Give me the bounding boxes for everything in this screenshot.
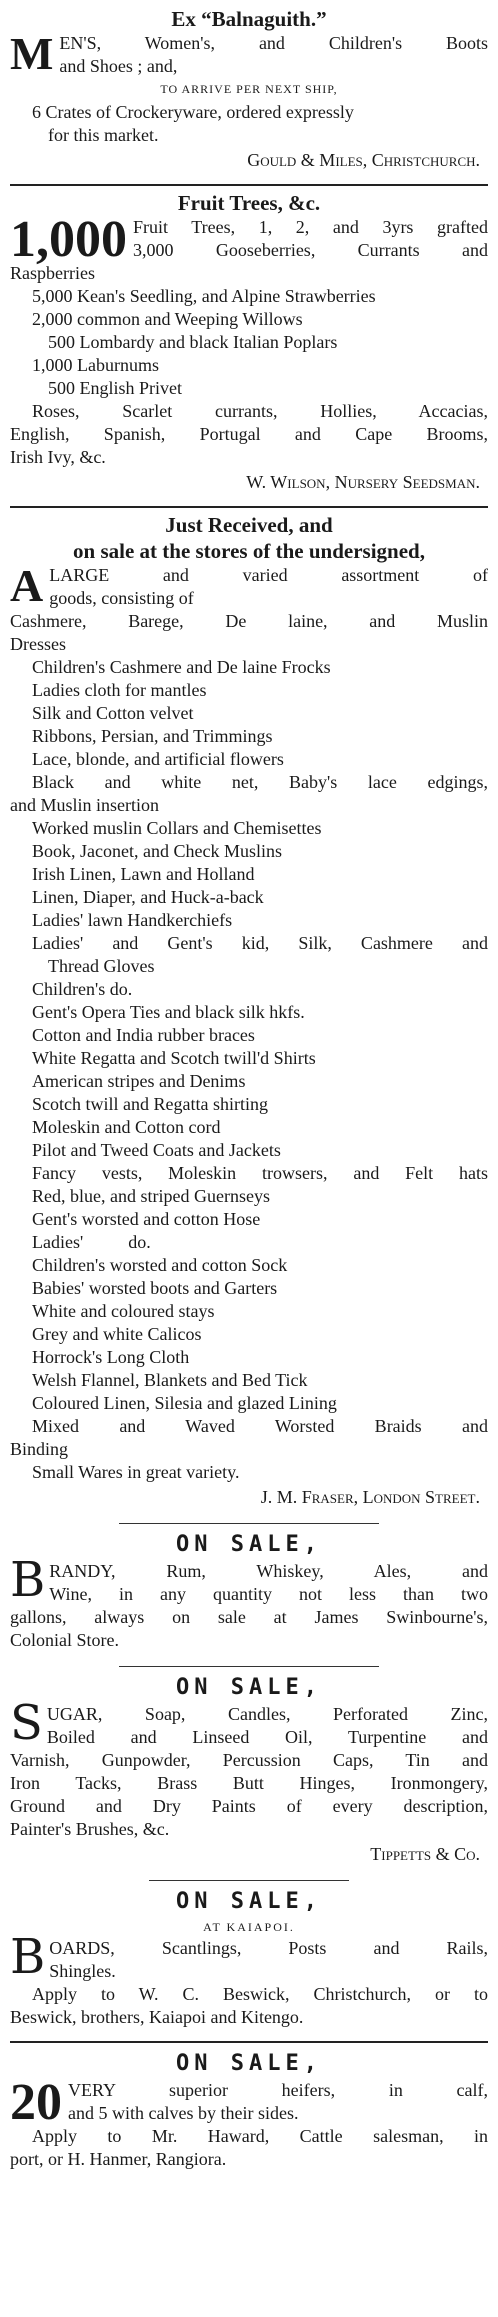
drop-cap: 20	[10, 2074, 62, 2131]
ad-line: OARDS, Scantlings, Posts and Rails,	[49, 1938, 488, 1958]
ad-line: 500 English Privet	[48, 378, 182, 398]
list-item: Gent's worsted and cotton Hose	[32, 1209, 261, 1229]
list-item: Lace, blonde, and artificial flowers	[32, 749, 284, 769]
list-item: Linen, Diaper, and Huck-a-back	[32, 887, 264, 907]
ad-line: 500 Lombardy and black Italian Poplars	[48, 332, 338, 352]
list-item: White and coloured stays	[32, 1301, 215, 1321]
ad-line: gallons, always on sale at James Swinbourne's,	[10, 1607, 488, 1627]
ad-line: UGAR, Soap, Candles, Perforated Zinc,	[46, 1704, 488, 1724]
list-item: Mixed and Waved Worsted Braids and	[32, 1416, 488, 1436]
list-item: Children's Cashmere and De laine Frocks	[32, 657, 331, 677]
drop-cap: 1,000	[10, 211, 127, 268]
list-item: Ladies' and Gent's kid, Silk, Cashmere and	[32, 933, 488, 953]
ad-line: TO ARRIVE PER NEXT SHIP,	[160, 82, 338, 96]
ad-line: Boiled and Linseed Oil, Turpentine and	[46, 1727, 488, 1747]
list-item: Dresses	[10, 634, 66, 654]
ad-heading: ON SALE,	[176, 1675, 322, 1700]
ad-line: 2,000 common and Weeping Willows	[32, 309, 303, 329]
list-item: Red, blue, and striped Guernseys	[32, 1186, 270, 1206]
list-item: Irish Linen, Lawn and Holland	[32, 864, 255, 884]
list-item: Worked muslin Collars and Chemisettes	[32, 818, 322, 838]
ad-signature: W. Wilson, Nursery Seedsman.	[246, 472, 480, 492]
list-item: Black and white net, Baby's lace edgings,	[32, 772, 488, 792]
divider	[10, 184, 488, 186]
ad-balnaguith	[10, 4, 488, 180]
list-item: Silk and Cotton velvet	[32, 703, 194, 723]
list-item: Pilot and Tweed Coats and Jackets	[32, 1140, 281, 1160]
drop-cap: S	[10, 1695, 43, 1751]
list-item: Scotch twill and Regatta shirting	[32, 1094, 268, 1114]
list-item: Thread Gloves	[48, 956, 155, 976]
ad-line: Roses, Scarlet currants, Hollies, Accacias,	[32, 401, 488, 421]
ad-line: Beswick, brothers, Kaiapoi and Kitengo.	[10, 2007, 304, 2027]
ad-signature: Gould & Miles, Christchurch.	[247, 150, 480, 170]
ad-line: 3,000 Gooseberries, Currants and	[133, 240, 488, 260]
ad-line: Iron Tacks, Brass Butt Hinges, Ironmongery,	[10, 1773, 488, 1793]
ad-signature: J. M. Fraser, London Street.	[260, 1487, 480, 1507]
ad-boards	[10, 1883, 488, 2037]
ad-heading: Ex “Balnaguith.”	[171, 7, 327, 31]
list-item: Binding	[10, 1439, 69, 1459]
ad-heading: ON SALE,	[176, 2051, 322, 2076]
drop-cap: A	[10, 560, 44, 611]
ad-line: RANDY, Rum, Whiskey, Ales, and	[49, 1561, 488, 1581]
list-item: Cashmere, Barege, De laine, and Muslin	[10, 611, 488, 631]
list-item: Book, Jaconet, and Check Muslins	[32, 841, 282, 861]
ad-line: VERY superior heifers, in calf,	[68, 2080, 488, 2100]
ad-heading: ON SALE,	[176, 1889, 322, 1914]
list-item: Ribbons, Persian, and Trimmings	[32, 726, 273, 746]
list-item: Children's worsted and cotton Sock	[32, 1255, 288, 1275]
ad-line: and Shoes ; and,	[59, 56, 178, 76]
ad-line: Fruit Trees, 1, 2, and 3yrs grafted	[133, 217, 488, 237]
ad-sugar	[10, 1669, 488, 1874]
list-item: Moleskin and Cotton cord	[32, 1117, 221, 1137]
list-item: Small Wares in great variety.	[32, 1462, 240, 1482]
ad-heading: Fruit Trees, &c.	[177, 191, 321, 215]
list-item: Ladies' do.	[32, 1232, 151, 1252]
ad-line: port, or H. Hanmer, Rangiora.	[10, 2149, 227, 2169]
ad-line: Ground and Dry Paints of every description,	[10, 1796, 488, 1816]
ad-line: Irish Ivy, &c.	[10, 447, 106, 467]
ad-brandy	[10, 1526, 488, 1660]
list-item: Children's do.	[32, 979, 133, 999]
divider	[10, 2041, 488, 2043]
ad-line: 5,000 Kean's Seedling, and Alpine Strawberries	[32, 286, 376, 306]
ad-line: Apply to W. C. Beswick, Christchurch, or to	[32, 1984, 488, 2004]
ad-line: goods, consisting of	[49, 588, 194, 608]
ad-subheading: AT KAIAPOI.	[203, 1920, 295, 1934]
drop-cap: B	[10, 1552, 46, 1608]
ad-line: 1,000 Laburnums	[32, 355, 159, 375]
ad-line: Colonial Store.	[10, 1630, 119, 1650]
list-item: Welsh Flannel, Blankets and Bed Tick	[32, 1370, 308, 1390]
list-item: Gent's Opera Ties and black silk hkfs.	[32, 1002, 305, 1022]
ad-line: Raspberries	[10, 263, 95, 283]
ad-line: 6 Crates of Crockeryware, ordered expressly	[32, 102, 354, 122]
ad-line: Apply to Mr. Haward, Cattle salesman, in	[32, 2126, 488, 2146]
list-item: Grey and white Calicos	[32, 1324, 202, 1344]
ad-signature: Tippetts & Co.	[370, 1844, 480, 1864]
ad-line: LARGE and varied assortment of	[49, 565, 488, 585]
ad-line: and 5 with calves by their sides.	[68, 2103, 299, 2123]
list-item: Horrock's Long Cloth	[32, 1347, 190, 1367]
list-item: White Regatta and Scotch twill'd Shirts	[32, 1048, 316, 1068]
ad-fraser	[10, 510, 488, 1517]
list-item: American stripes and Denims	[32, 1071, 246, 1091]
ad-heading: ON SALE,	[176, 1532, 322, 1557]
drop-cap: B	[10, 1929, 46, 1985]
ad-line: Shingles.	[49, 1961, 116, 1981]
ad-fruit-trees	[10, 188, 488, 502]
newspaper-column	[10, 0, 488, 2179]
drop-cap: M	[10, 28, 54, 79]
ad-line: EN'S, Women's, and Children's Boots	[59, 33, 488, 53]
ad-line: for this market.	[48, 125, 159, 145]
list-item: and Muslin insertion	[10, 795, 159, 815]
list-item: Cotton and India rubber braces	[32, 1025, 255, 1045]
list-item: Babies' worsted boots and Garters	[32, 1278, 278, 1298]
ad-line: English, Spanish, Portugal and Cape Brooms,	[10, 424, 488, 444]
divider	[149, 1880, 349, 1881]
ad-line: Varnish, Gunpowder, Percussion Caps, Tin and	[10, 1750, 488, 1770]
ad-heifers	[10, 2045, 488, 2179]
divider	[119, 1523, 379, 1524]
ad-heading: Just Received, and	[165, 513, 333, 537]
list-item: Coloured Linen, Silesia and glazed Lining	[32, 1393, 337, 1413]
divider	[119, 1666, 379, 1667]
ad-line: Painter's Brushes, &c.	[10, 1819, 170, 1839]
list-item: Ladies cloth for mantles	[32, 680, 207, 700]
divider	[10, 506, 488, 508]
list-item: Fancy vests, Moleskin trowsers, and Felt hats	[32, 1163, 488, 1183]
ad-heading: on sale at the stores of the undersigned,	[73, 539, 425, 563]
list-item: Ladies' lawn Handkerchiefs	[32, 910, 233, 930]
ad-line: Wine, in any quantity not less than two	[49, 1584, 488, 1604]
